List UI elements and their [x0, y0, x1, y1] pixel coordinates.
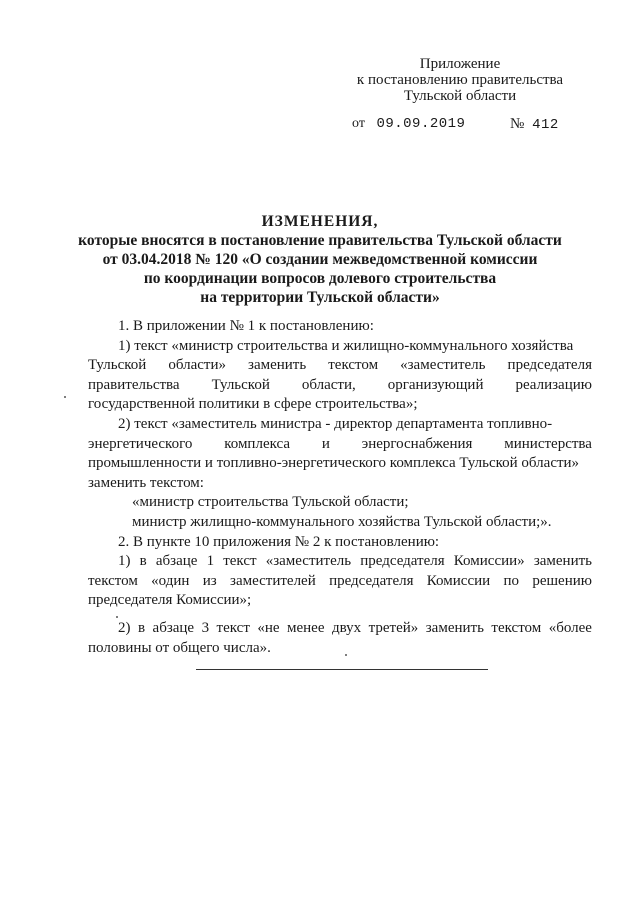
- appendix-region: Тульской области: [403, 88, 517, 104]
- word: «заместитель: [400, 357, 486, 374]
- order-date-line: [352, 116, 465, 132]
- paragraph-3-line: [88, 435, 592, 455]
- paragraph-3-line: 2) текст «заместитель министра - директор департамента топливно-: [118, 415, 553, 432]
- replacement-text-line: «министр строительства Тульской области;: [132, 494, 409, 511]
- number-prefix: №: [510, 116, 525, 132]
- word: решению: [532, 572, 592, 589]
- word: организующий: [387, 376, 484, 393]
- word: Тульской: [211, 376, 270, 393]
- word: текстом: [328, 357, 379, 374]
- title-line: по координации вопросов долевого строительства: [143, 270, 497, 287]
- title-line: от 03.04.2018 № 120 «О создании межведомственной комиссии: [102, 251, 538, 268]
- word: 2): [118, 619, 131, 636]
- word: председателя: [360, 553, 445, 570]
- order-date: 09.09.2019: [376, 116, 466, 132]
- word: Комиссии: [426, 572, 491, 589]
- scan-speck: [64, 396, 66, 398]
- word: абзаце: [155, 553, 198, 570]
- scan-speck: [345, 654, 347, 656]
- paragraph-4: 2. В пункте 10 приложения № 2 к постановлению:: [118, 533, 440, 550]
- word: 1: [206, 553, 215, 570]
- end-divider-line: [196, 669, 488, 670]
- word: заменить: [533, 553, 592, 570]
- word: «заместитель: [265, 553, 352, 570]
- word: министерства: [504, 435, 592, 452]
- appendix-header: [340, 56, 580, 104]
- word: текстом: [491, 619, 542, 636]
- paragraph-5-line: председателя Комиссии»;: [88, 592, 252, 609]
- word: в: [137, 619, 146, 636]
- replacement-text-line: министр жилищно-коммунального хозяйства Тульской области;».: [132, 513, 552, 530]
- word: заменить: [425, 619, 484, 636]
- word: председателя: [329, 572, 414, 589]
- word: 3: [201, 619, 210, 636]
- word: правительства: [88, 376, 180, 393]
- paragraph-3-line: заменить текстом:: [88, 474, 204, 491]
- word: «один: [151, 572, 190, 589]
- word: «более: [548, 619, 592, 636]
- scan-speck: [116, 616, 118, 618]
- paragraph-2-line: государственной политики в сфере строительства»;: [88, 396, 418, 413]
- paragraph-2-line: 1) текст «министр строительства и жилищно-коммунального хозяйства: [118, 337, 574, 354]
- word: председателя: [507, 357, 592, 374]
- word: из: [202, 572, 217, 589]
- appendix-label: Приложение: [419, 56, 501, 72]
- title-heading: ИЗМЕНЕНИЯ,: [261, 213, 379, 230]
- word: 1): [118, 553, 131, 570]
- paragraph-5-line: [88, 572, 592, 592]
- paragraph-1: 1. В приложении № 1 к постановлению:: [118, 318, 374, 334]
- date-prefix: от: [352, 116, 365, 131]
- paragraph-5-line: [88, 552, 592, 572]
- word: текст: [223, 553, 257, 570]
- word: текст: [216, 619, 250, 636]
- word: Тульской: [88, 357, 147, 374]
- word: двух: [331, 619, 362, 636]
- paragraph-2-line: [88, 376, 592, 396]
- word: заменить: [248, 357, 307, 374]
- document-title: [60, 212, 580, 307]
- word: комплекса: [224, 435, 291, 452]
- document-body: [88, 317, 592, 658]
- word: менее: [287, 619, 325, 636]
- paragraph-6-line: половины от общего числа».: [88, 639, 271, 656]
- paragraph-2-line: [88, 356, 592, 376]
- paragraph-6-line: [88, 619, 592, 639]
- word: и: [321, 435, 330, 452]
- appendix-reference: к постановлению правительства: [356, 72, 564, 88]
- word: третей»: [368, 619, 419, 636]
- word: Комиссии»: [453, 553, 525, 570]
- word: области,: [301, 376, 356, 393]
- word: заместителей: [230, 572, 316, 589]
- order-number: 412: [532, 117, 559, 133]
- word: энергетического: [88, 435, 193, 452]
- word: «не: [257, 619, 280, 636]
- word: энергоснабжения: [361, 435, 473, 452]
- word: текстом: [88, 572, 138, 589]
- word: в: [139, 553, 147, 570]
- word: реализацию: [515, 376, 592, 393]
- paragraph-3-line: промышленности и топливно-энергетического комплекса Тульской области»: [88, 455, 580, 472]
- word: области»: [168, 357, 226, 374]
- title-line: на территории Тульской области»: [200, 289, 440, 306]
- word: по: [503, 572, 520, 589]
- title-line: которые вносятся в постановление правительства Тульской области: [78, 232, 562, 249]
- order-number-line: [510, 116, 559, 133]
- word: абзаце: [152, 619, 195, 636]
